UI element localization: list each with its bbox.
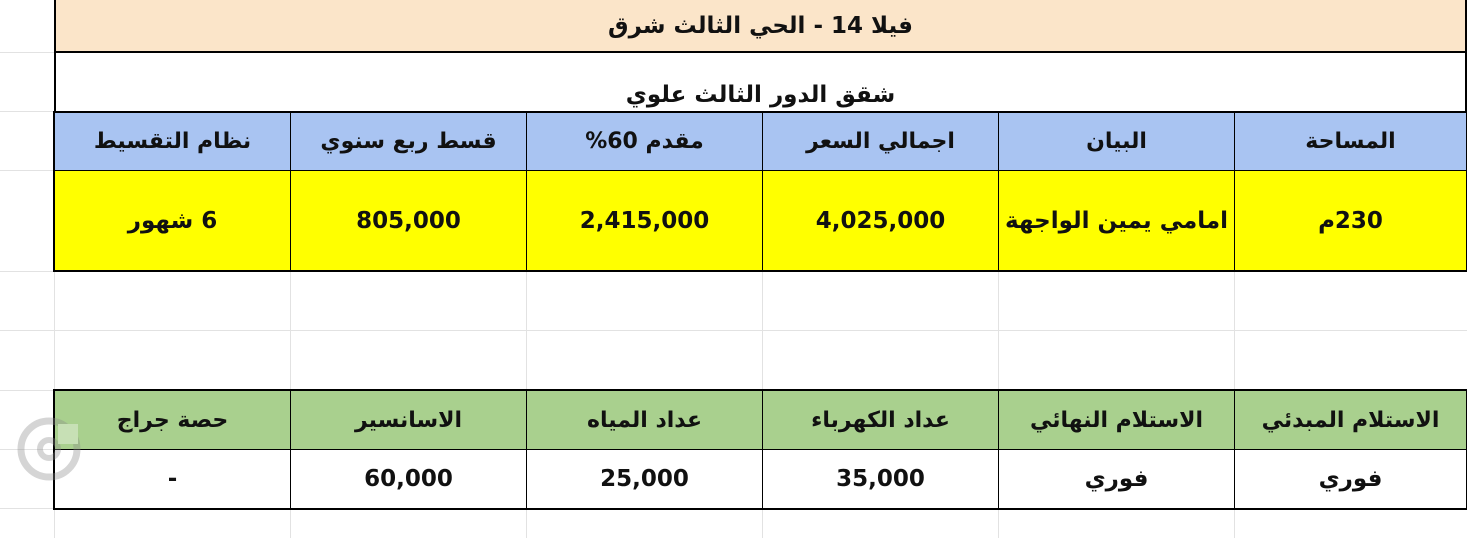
page-subtitle: شقق الدور الثالث علوي xyxy=(54,53,1467,112)
extras-header-garage-share: حصة جراج xyxy=(54,390,291,450)
pricing-value-area: 230م xyxy=(1234,170,1467,271)
extras-header-water-meter: عداد المياه xyxy=(526,390,763,450)
pricing-header-area: المساحة xyxy=(1234,112,1467,171)
pricing-header-description: البيان xyxy=(998,112,1235,171)
extras-header-elevator: الاسانسير xyxy=(290,390,527,450)
pricing-header-quarterly-installment: قسط ربع سنوي xyxy=(290,112,527,171)
extras-value-initial-handover: فوري xyxy=(1234,449,1467,509)
extras-value-elevator: 60,000 xyxy=(290,449,527,509)
extras-value-final-handover: فوري xyxy=(998,449,1235,509)
pricing-header-down-payment: مقدم 60% xyxy=(526,112,763,171)
pricing-value-description: امامي يمين الواجهة xyxy=(998,170,1235,271)
logo-watermark-icon xyxy=(14,414,84,484)
page-title: فيلا 14 - الحي الثالث شرق xyxy=(54,0,1467,53)
pricing-value-total-price: 4,025,000 xyxy=(762,170,999,271)
extras-header-initial-handover: الاستلام المبدئي xyxy=(1234,390,1467,450)
extras-header-final-handover: الاستلام النهائي xyxy=(998,390,1235,450)
pricing-value-down-payment: 2,415,000 xyxy=(526,170,763,271)
extras-value-garage-share: - xyxy=(54,449,291,509)
pricing-header-total-price: اجمالي السعر xyxy=(762,112,999,171)
pricing-value-quarterly-installment: 805,000 xyxy=(290,170,527,271)
extras-value-electricity-meter: 35,000 xyxy=(762,449,999,509)
extras-header-electricity-meter: عداد الكهرباء xyxy=(762,390,999,450)
pricing-header-installment-plan: نظام التقسيط xyxy=(54,112,291,171)
extras-value-water-meter: 25,000 xyxy=(526,449,763,509)
pricing-value-installment-plan: 6 شهور xyxy=(54,170,291,271)
